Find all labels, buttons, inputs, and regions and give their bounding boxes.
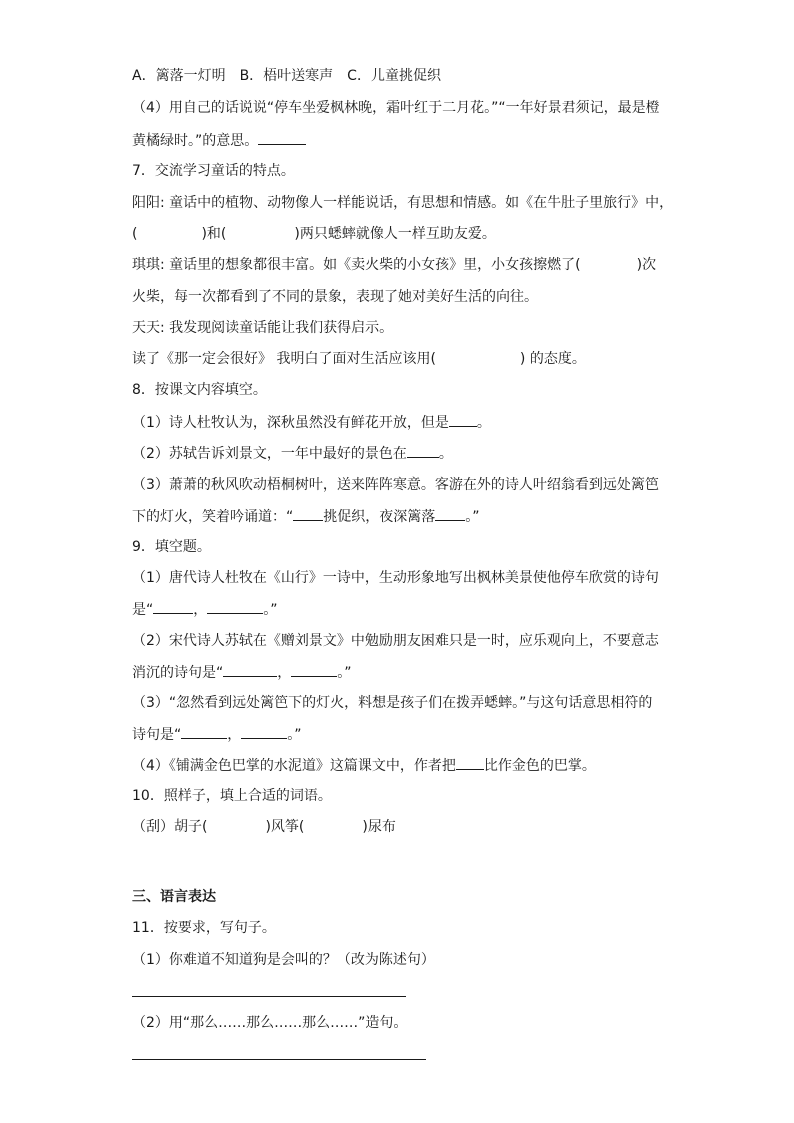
q8-p3-mid: 挑促织，夜深篱落 [323,509,436,525]
q7-paren-open: ( [132,226,138,242]
answer-blank[interactable] [449,412,477,427]
q9-p1-comma: ， [193,602,208,618]
q7-title: 7．交流学习童话的特点。 [132,163,295,179]
q9-p3-comma: ， [227,727,242,743]
q8-p3-line2 [132,506,480,527]
q7-qiqi-line1 [132,255,656,275]
q10-diaper-text: )尿布 [362,819,396,835]
q11-p1: （1）你难道不知道狗是会叫的？（改为陈述句） [132,952,435,968]
q8-p1-text: （1）诗人杜牧认为，深秋虽然没有鲜花开放，但是 [132,415,449,431]
q9-p3-line1: （3）“忽然看到远处篱笆下的灯火，料想是孩子们在拨弄蟋蟀。”与这句话意思相符的 [132,695,653,711]
q7-attitude-end: ) 的态度。 [519,351,586,367]
q9-p1-line2 [132,599,278,620]
q8-title: 8．按课文内容填空。 [132,382,267,398]
q6-p4-line2 [132,130,306,151]
q7-yangyang-line1: 阳阳: 童话中的植物、动物像人一样能说话，有思想和情感。如《在牛肚子里旅行》中， [132,195,674,211]
q8-p3-line1: （3）萧萧的秋风吹动梧桐树叶，送来阵阵寒意。客游在外的诗人叶绍翁看到远处篱笆 [132,477,659,493]
answer-blank[interactable] [153,599,193,614]
answer-blank[interactable] [407,443,439,458]
q7-crickets-text: )两只蟋蟀就像人一样互助友爱。 [294,226,496,242]
section-heading: 三、语言表达 [132,889,216,905]
answer-line[interactable] [132,1059,426,1060]
answer-line[interactable] [132,996,406,997]
q8-p1-end: 。 [476,415,491,431]
q9-p2-end: 。” [337,665,352,681]
q10-line [132,817,396,837]
answer-blank[interactable] [181,724,227,739]
answer-blank[interactable] [207,599,263,614]
q9-p2-text: 消沉的诗句是“ [132,665,224,681]
q9-p4-end: 比作金色的巴掌。 [483,758,596,774]
q8-p2-text: （2）苏轼告诉刘景文，一年中最好的景色在 [132,446,407,462]
answer-blank[interactable] [291,662,337,677]
q6-p4-text: 黄橘绿时。”的意思。 [132,133,259,149]
q10-kite-text: )风筝( [265,819,305,835]
q7-qiqi-text: 琪琪: 童话里的想象都很丰富。如《卖火柴的小女孩》里，小女孩擦燃了( [132,257,581,273]
q6-options: A．篱落一灯明 B．梧叶送寒声 C．儿童挑促织 [132,68,441,84]
answer-blank[interactable] [258,130,306,145]
q9-p1-end: 。” [263,602,278,618]
q7-yangyang-line2 [132,224,496,244]
q7-tiantian-line: 天天: 我发现阅读童话能让我们获得启示。 [132,320,394,336]
q10-title: 10．照样子，填上合适的词语。 [132,788,332,804]
answer-blank[interactable] [293,506,323,521]
q11-p2: （2）用“那么……那么……那么……”造句。 [132,1015,408,1031]
q6-p4-line1: （4）用自己的话说说“停车坐爱枫林晚，霜叶红于二月花。”“一年好景君须记，最是橙 [132,100,660,116]
answer-blank[interactable] [435,506,465,521]
q9-p4-text: （4）《铺满金色巴掌的水泥道》这篇课文中，作者把 [132,758,456,774]
q11-title: 11．按要求，写句子。 [132,920,276,936]
q9-p3-end: 。” [287,727,302,743]
q7-times-text: )次 [636,257,657,273]
q9-p2-line1: （2）宋代诗人苏轼在《赠刘景文》中勉励朋友困难只是一时，应乐观向上，不要意志 [132,633,659,649]
q9-title: 9．填空题。 [132,539,211,555]
answer-blank[interactable] [456,755,484,770]
q8-p2-end: 。 [438,446,453,462]
q9-p3-line2 [132,724,302,745]
q9-p1-line1: （1）唐代诗人杜牧在《山行》一诗中，生动形象地写出枫林美景使他停车欣赏的诗句 [132,570,659,586]
q9-p3-text: 诗句是“ [132,727,182,743]
q9-p1-text: 是“ [132,602,154,618]
q7-qiqi-line2: 火柴，每一次都看到了不同的景象，表现了她对美好生活的向往。 [132,289,538,305]
answer-blank[interactable] [223,662,277,677]
answer-blank[interactable] [241,724,287,739]
q9-p2-comma: ， [277,665,292,681]
q8-p3-text: 下的灯火，笑着吟诵道：“ [132,509,294,525]
q9-p2-line2 [132,662,352,683]
q10-example-text: （刮）胡子( [132,819,208,835]
q8-p3-end: 。” [465,509,480,525]
q7-and-text: )和( [201,226,227,242]
q8-p1 [132,412,491,433]
q8-p2 [132,443,453,464]
q7-attitude-text: 读了《那一定会很好》 我明白了面对生活应该用( [132,351,436,367]
q9-p4 [132,755,596,776]
q7-tiantian-line2 [132,349,586,369]
